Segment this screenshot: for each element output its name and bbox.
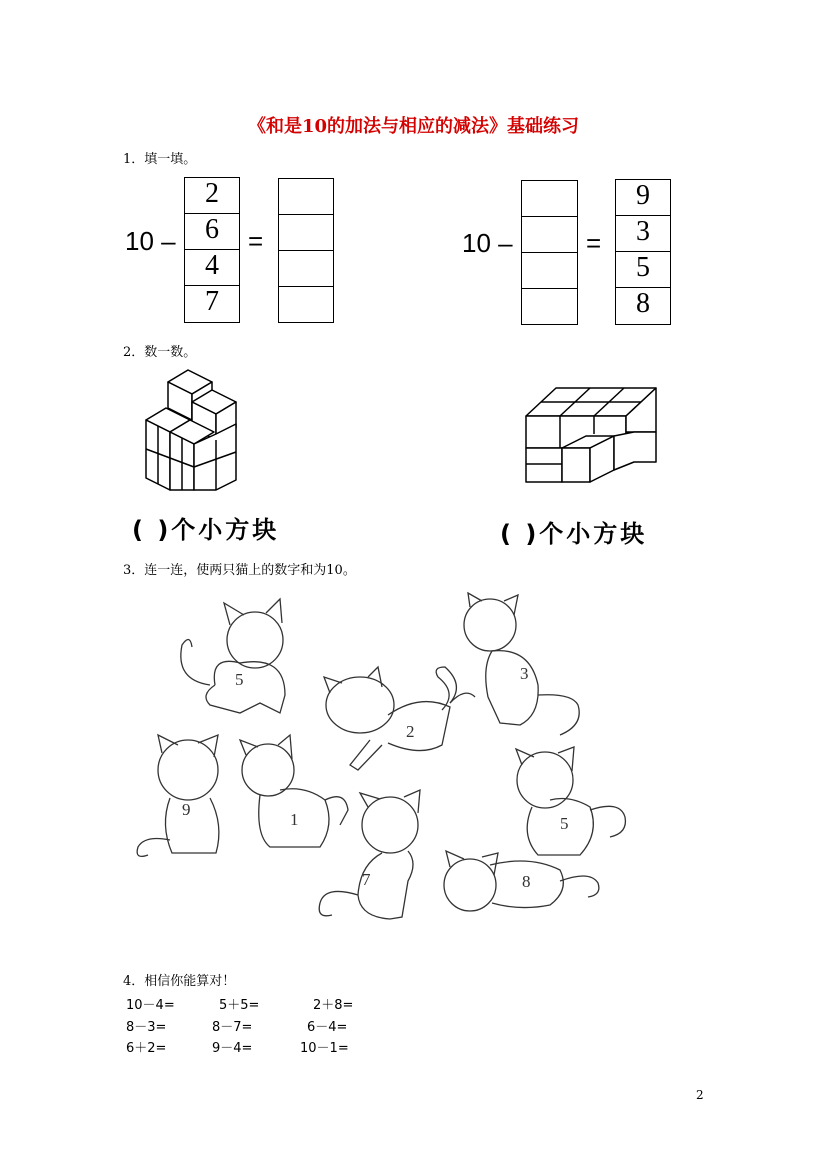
- q4-heading: 4．相信你能算对！: [123, 974, 236, 989]
- answer-box[interactable]: [521, 216, 578, 253]
- q1-left-equals: =: [248, 226, 264, 256]
- q2-left-count-label: ( )个小方块: [132, 516, 280, 544]
- cat-figure[interactable]: [464, 593, 579, 735]
- q4-exercise: 8－3=: [126, 1020, 167, 1035]
- answer-box[interactable]: [278, 286, 334, 323]
- cat-figure[interactable]: [319, 790, 420, 919]
- q1-left-digit: 6: [205, 214, 219, 245]
- q4-exercise: 6＋2=: [126, 1041, 167, 1056]
- answer-box[interactable]: [278, 214, 334, 251]
- answer-box[interactable]: [278, 178, 334, 215]
- page-number: 2: [696, 1088, 704, 1102]
- q1-left-digit: 7: [205, 286, 219, 317]
- cat-number: 8: [522, 872, 531, 891]
- cat-figure[interactable]: [324, 667, 475, 770]
- q4-exercise: 2＋8=: [313, 998, 354, 1013]
- q1-left-cell: [184, 213, 240, 250]
- q1-right-cell: [615, 251, 671, 288]
- answer-box[interactable]: [521, 180, 578, 217]
- q1-right-equals: =: [586, 228, 602, 258]
- left-cube-stack-figure: [140, 362, 250, 492]
- cat-number: 3: [520, 664, 529, 683]
- q1-right-cell: [615, 179, 671, 216]
- q4-exercise: 10－1=: [300, 1041, 349, 1056]
- answer-box[interactable]: [278, 250, 334, 287]
- q1-right-digit: 5: [636, 252, 650, 283]
- q1-right-minuend: 10 –: [462, 228, 513, 258]
- q1-right-cell: [615, 287, 671, 325]
- cat-figure[interactable]: [137, 735, 219, 856]
- cat-number: 2: [406, 722, 415, 741]
- cat-figure[interactable]: [181, 599, 285, 713]
- cat-figure[interactable]: [516, 747, 625, 855]
- q1-right-digit: 8: [636, 288, 650, 319]
- q1-left-answer-column: [278, 178, 334, 323]
- q1-left-cell: [184, 285, 240, 323]
- right-cube-stack-figure: [522, 384, 662, 484]
- q1-left-minuend: 10 –: [125, 226, 176, 256]
- cat-number: 5: [560, 814, 569, 833]
- q4-exercise: 10－4=: [126, 998, 175, 1013]
- cat-number: 7: [362, 870, 371, 889]
- q3-heading: 3．连一连，使两只猫上的数字和为10。: [123, 563, 356, 578]
- q4-exercise: 6－4=: [307, 1020, 348, 1035]
- answer-box[interactable]: [521, 252, 578, 289]
- q4-exercise: 9－4=: [212, 1041, 253, 1056]
- q1-right-digit: 9: [636, 180, 650, 211]
- q4-exercise: 8－7=: [212, 1020, 253, 1035]
- cat-figure[interactable]: [444, 851, 599, 911]
- q1-left-cell: [184, 177, 240, 214]
- q1-right-result-column: [615, 179, 671, 325]
- q1-left-subtrahend-column: [184, 177, 240, 323]
- cat-number: 1: [290, 810, 299, 829]
- cat-number: 5: [235, 670, 244, 689]
- q1-left-digit: 2: [205, 178, 219, 209]
- q2-right-count-label: ( )个小方块: [500, 520, 648, 548]
- cat-figure[interactable]: [240, 735, 348, 847]
- cat-number: 9: [182, 800, 191, 819]
- q4-exercise: 5＋5=: [219, 998, 260, 1013]
- q1-heading: 1．填一填。: [123, 152, 197, 167]
- q1-right-digit: 3: [636, 216, 650, 247]
- q1-left-cell: [184, 249, 240, 286]
- answer-box[interactable]: [521, 288, 578, 325]
- page-title: 《和是10的加法与相应的减法》基础练习: [247, 116, 580, 137]
- q1-left-digit: 4: [205, 250, 219, 281]
- cats-illustration: [120, 585, 640, 935]
- q2-heading: 2．数一数。: [123, 345, 197, 360]
- q1-right-answer-column: [521, 180, 578, 325]
- q1-right-cell: [615, 215, 671, 252]
